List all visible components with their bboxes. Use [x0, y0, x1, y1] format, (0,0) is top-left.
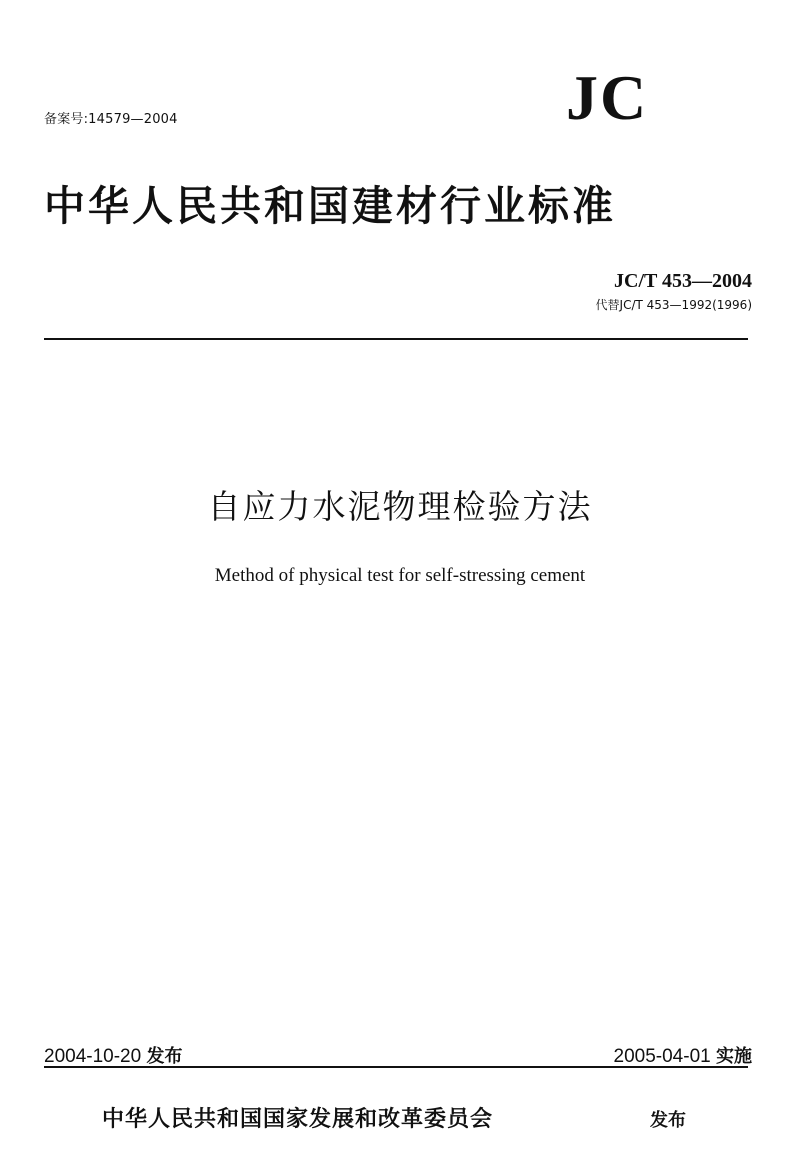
top-divider [44, 338, 748, 340]
issue-date: 2004-10-20 [44, 1046, 142, 1067]
replaces-code: 代替JC/T 453—1992(1996) [595, 298, 752, 312]
standard-code: JC/T 453—2004 [614, 270, 752, 292]
jc-mark: JC [566, 62, 649, 133]
document-title-cn: 自应力水泥物理检验方法 [207, 487, 593, 526]
publisher: 中华人民共和国国家发展和改革委员会 [102, 1106, 494, 1132]
issue-label: 发布 [146, 1046, 183, 1067]
bottom-divider [44, 1066, 748, 1068]
document-title-en: Method of physical test for self-stressing cement [214, 565, 586, 586]
implement-label: 实施 [716, 1046, 752, 1067]
issue-date-line [44, 1042, 182, 1068]
standard-title: 中华人民共和国建材行业标准 [44, 182, 616, 230]
publish-label: 发布 [650, 1110, 686, 1131]
standard-code-block [596, 270, 752, 313]
record-number: 备案号:14579—2004 [44, 112, 178, 127]
implement-date: 2005-04-01 [613, 1046, 711, 1067]
implement-date-line [614, 1042, 752, 1068]
